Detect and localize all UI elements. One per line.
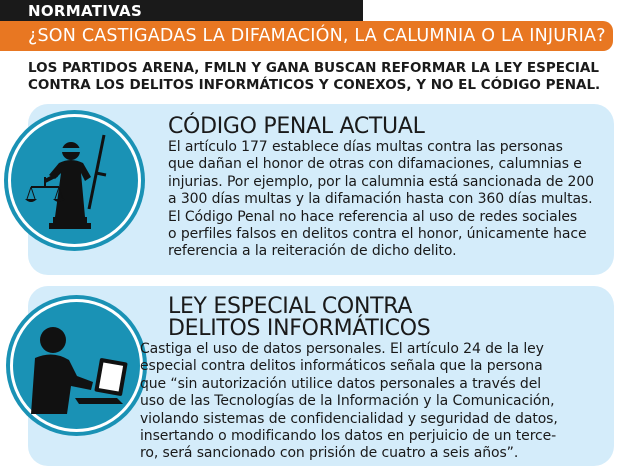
body-line: El Código Penal no hace referencia al uso de redes sociales — [168, 208, 578, 225]
body-line: uso de las Tecnologías de la Información y la Comunicación, — [140, 393, 555, 410]
section-tag-bar — [0, 0, 363, 21]
body-line: violando sistemas de confidencialidad y seguridad de datos, — [140, 410, 558, 427]
body-line: que “sin autorización utilice datos personales a través del — [140, 375, 541, 392]
card-title-line: DELITOS INFORMÁTICOS — [168, 316, 431, 341]
body-line: insertando o modificando los datos en perjuicio de un terce- — [140, 428, 557, 445]
card-title — [168, 296, 430, 340]
person-at-computer-icon — [10, 299, 143, 432]
body-line: ro, será sancionado con prisión de cuatro a seis años”. — [140, 445, 519, 462]
body-line: especial contra delitos informáticos señala que la persona — [140, 358, 543, 375]
subheadline — [28, 60, 618, 94]
card-title-line: CÓDIGO PENAL ACTUAL — [168, 114, 425, 139]
body-line: injurias. Por ejemplo, por la calumnia está sancionada de 200 — [168, 173, 594, 190]
subheadline-line: CONTRA LOS DELITOS INFORMÁTICOS Y CONEXOS, Y NO EL CÓDIGO PENAL. — [28, 77, 601, 93]
justice-statue-icon — [8, 114, 141, 247]
card-body — [140, 341, 558, 463]
headline: ¿SON CASTIGADAS LA DIFAMACIÓN, LA CALUMNIA O LA INJURIA? — [28, 26, 606, 46]
card-body — [168, 139, 594, 261]
card-title-line: LEY ESPECIAL CONTRA — [168, 294, 413, 319]
body-line: que dañan el honor de otras con difamaciones, calumnias e — [168, 156, 582, 173]
body-line: El artículo 177 establece días multas contra las personas — [168, 139, 563, 155]
card-title — [168, 116, 425, 138]
headline-bar — [0, 21, 613, 51]
body-line: referencia a la reiteración de dicho delito. — [168, 243, 457, 260]
body-line: Castiga el uso de datos personales. El artículo 24 de la ley — [140, 341, 544, 357]
subheadline-line: LOS PARTIDOS ARENA, FMLN Y GANA BUSCAN REFORMAR LA LEY ESPECIAL — [28, 60, 599, 76]
body-line: a 300 días multas y la difamación hasta con 360 días multas. — [168, 191, 593, 208]
section-tag: NORMATIVAS — [28, 2, 143, 20]
body-line: o perfiles falsos en delitos contra el honor, únicamente hace — [168, 226, 587, 243]
